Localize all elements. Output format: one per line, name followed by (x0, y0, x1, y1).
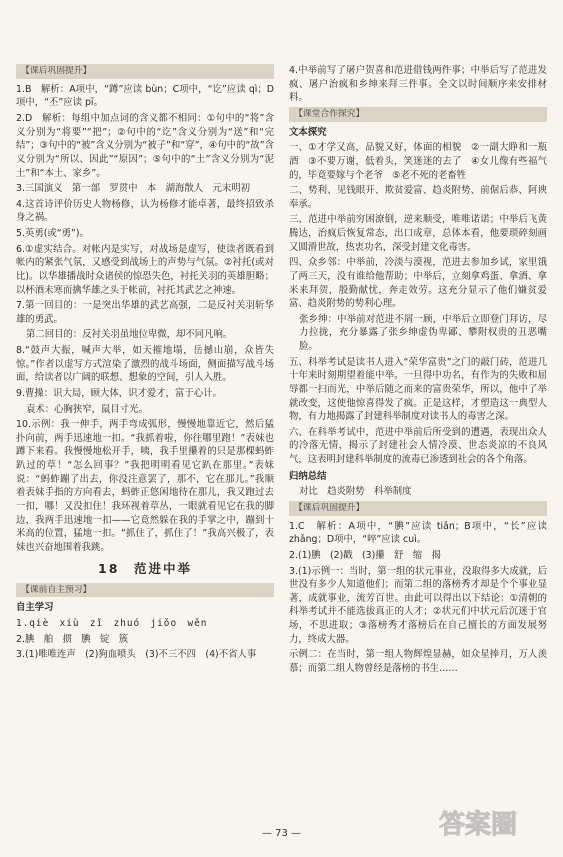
page-number: — 73 — (261, 827, 302, 839)
answer-r4: 4.中举前写了屠户贺喜和范进借钱两件事；中举后写了范进发疯、屠户治疯和乡绅来拜三件事。全文以时间顺序来安排材料。 (289, 65, 547, 104)
summary-line: 对比 趋炎附势 科举制度 (299, 486, 412, 498)
left-column (16, 64, 274, 664)
self-study-2: 2.腆 舶 掼 腆 锭 簇 (16, 633, 129, 645)
consolidate-2: 2.(1)腆 (2)戳 (3)攥 舒 缩 揭 (289, 549, 441, 561)
answer-4: 4.这首诗评价历史人物杨修，认为杨修才能卓著，最终招致杀身之祸。 (16, 198, 274, 224)
explore-4: 四、众乡邻：中举前，冷淡与漠视，范进去参加乡试，家里饿了两三天，没有谁给他帮助；中举后，立刻拿鸡蛋、拿酒、拿米来拜贺，殷勤献忧，奔走效劳。这充分显示了他们嫌贫爱富、趋炎附势的势利心理。 (289, 257, 547, 310)
section-band-pre-class: 【课前自主预习】 (16, 583, 274, 598)
explore-5: 五、科举考试是读书人进入“荣华富贵”之门的敲门砖，范进几十年来时刻期望着能中举。一旦得中功名，有作为的失败和屈辱都一扫而光，中举后随之而来的富贵荣华，所以，他中了举就改变，这使他惊喜得发了疯。正是这样，才塑造这一典型人物，有力地揭露了封建科举制度对读书人的毒害之深。 (289, 356, 547, 423)
explore-6: 六、在科举考试中，范进中举前后所受到的遭遇，表现出众人的冷落无情，揭示了封建社会人情冷漠、世态炎凉的不良风气，这表明封建科举制度的流毒已渗透到社会的各个角落。 (289, 426, 547, 465)
answer-6: 6.①虚实结合。对帐内是实写，对战场是虚写，使读者既看到帐内的紧张气氛，又感受到战场上的声势与气氛。②衬托(或对比)。以华雄播战时众诸侯的惊恐失色，衬托关羽的英雄胆略；以杯酒未寒而擒华雄之头于帐前，衬托其武艺之神速。 (16, 243, 274, 296)
summary-heading: 归纳总结 (289, 470, 327, 482)
self-study-3: 3.(1)唯唯连声 (2)狗血喷头 (3)不三不四 (4)不省人事 (16, 649, 257, 661)
self-study-heading: 自主学习 (16, 602, 54, 614)
explore-2: 二、势利、见钱眼开、欺贫爱富、趋炎附势、前倨后恭、阿谀奉承。 (289, 185, 547, 210)
answer-8: 8.“鼓声大振，喊声大举，如天摧地塌，岳撼山崩，众皆失惊。”作者以虚写方式渲染了激烈的战斗场面，侧面描写战斗场面，给读者以广阔的联想、想象的空间，引人入胜。 (16, 345, 274, 384)
right-column (289, 64, 547, 678)
answer-7a: 7.第一回目的：一是突出华雄的武艺高强，二是反衬关羽斩华雄的勇武。 (16, 300, 274, 325)
answer-7b: 第二回目的：反衬关羽虽地位卑微，却不同凡响。 (26, 329, 233, 341)
consolidate-3b: 示例二：在当时，第一组人物辉煌显赫，如众星捧月，万人羡慕；而第二组人物曾经是落榜的书生…… (289, 649, 547, 674)
answer-9a: 9.曹操：识大局，顾大体，识才爱才，富于心计。 (16, 387, 222, 399)
answer-1: 1.B 解析：A项中，“蹲”应读 bùn；C项中，“讫”应读 qì；D项中，“丕”应读 pī。 (16, 83, 274, 109)
watermark-logo (433, 793, 553, 853)
answer-3: 3.三国演义 第一部 罗贯中 本 湖海散人 元末明初 (16, 183, 250, 195)
section-band-in-class: 【课堂合作探究】 (289, 107, 547, 122)
self-study-1: 1.qiè xiù zǐ zhuó jiǒo wěn (16, 617, 208, 629)
section-band-after-class: 【课后巩固提升】 (16, 64, 274, 79)
answer-5: 5.英勇(或“勇”)。 (16, 228, 89, 239)
explore-1: 一、①才学又高，品貌又好，体面的相貌 ②一副大睁和一瓶酒 ③不要万谢，低着头，笑迷迷的去了 ④女儿像有些福气的，毕竟要嫁与个老爷 ⑤老不死的老畜牲 (289, 142, 547, 181)
watermark-text: 答案圈 (439, 810, 518, 840)
consolidate-3: 3.(1)示例一：当时，第一组的状元事业，没取得多大成就，后世没有多少人知道他们；而第二组的落榜秀才却是个个事业显著，成就事业，流芳百世。由此可以得出以下结论：①清朝的科举考试并不能选拔真正的人才；②状元们中状元后沉迷于官场，不思进取；③落榜秀才落榜后在自己擅长的方面发展努力，终成大器。 (289, 565, 547, 645)
answer-2: 2.D 解析：每组中加点词的含义都不相同：①句中的“将”含义分别为“将要”“把”；②句中的“讫”含义分别为“送”和“完结”；③句中的“被”含义分别为“被子”和“穿”，④句中的“故”含义分别为“所以、因此”“原因”；⑤句中的“土”含义分别为“泥土”和“本土、家乡”。 (16, 113, 274, 179)
explore-4b: 张乡绅：中举前对范进不屑一顾，中举后立即登门拜访，尽力拉拢，充分暴露了张乡绅虚伪卑鄙、攀附权贵的丑恶嘴脸。 (299, 313, 547, 352)
consolidate-1: 1.C 解析：A项中，“腆”应读 tiǎn；B项中，“长”应读 zhǎng；D项中，“啐”应读 cuì。 (289, 520, 547, 546)
answer-10: 10.示例：我一伸手，两手弯成弧形，慢慢地靠近它，然后猛扑向前，两手迅速地一扣。“我抓着啦，你往哪里跑！”表妹也蹲下来看。我慢慢地松开手，咦，我手里攥着的只是那棵蚂蚱趴过的草！“怎么回事？”我把明明看见它趴在那里。”表妹说：“蚂蚱蹦了出去，你没注意罢了，那不，它在那儿。”我顺着表妹手指的方向看去，蚂蚱正悠闲地待在那儿，我又跑过去一扣，哪！又没扣住！我环视着草丛，一眼就看见它在我的脚边，我两手迅速地一扣——它竟然躲在我的手掌之中，蹦到十米高的位置，猛地一扣。“抓住了，抓住了！”我高兴极了，表妹也兴奋地围着我跳。 (16, 419, 274, 553)
text-explore-heading: 文本探究 (289, 126, 327, 138)
section-band-after-class-2: 【课后巩固提升】 (289, 501, 547, 516)
answer-9b: 袁术：心胸狭窄，鼠目寸光。 (26, 403, 148, 415)
lesson-title: 18 范进中举 (98, 561, 192, 577)
explore-3: 三、范进中举前穷困潦倒，逆来顺受，唯唯诺诺；中举后飞黄腾达，治疯后恢复常态，出口成章，总体本看，他要琐碎刻画又圆滑世故，热衷功名，深受封建文化毒害。 (289, 214, 547, 253)
